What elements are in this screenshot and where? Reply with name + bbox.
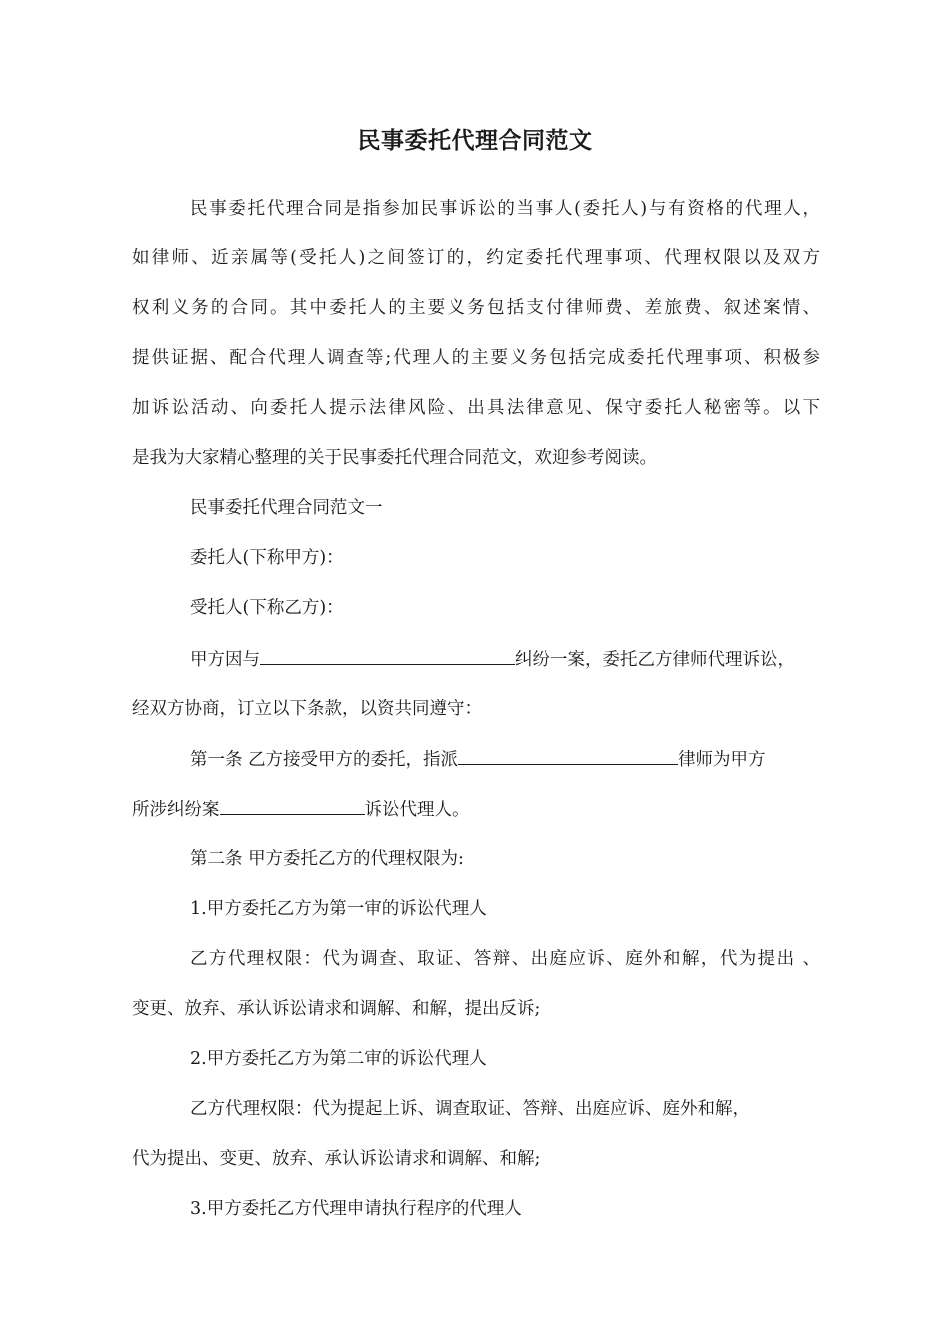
dispute-party-blank[interactable] — [260, 646, 515, 665]
party-a-label: 委托人(下称甲方)： — [190, 548, 344, 568]
item2-line-2: 代为提出、变更、放弃、承认诉讼请求和调解、和解; — [132, 1149, 541, 1169]
item1-heading: 1.甲方委托乙方为第一审的诉讼代理人 — [190, 899, 487, 919]
intro-line-1: 民事委托代理合同是指参加民事诉讼的当事人(委托人)与有资格的代理人， — [190, 199, 820, 219]
article2-heading: 第二条 甲方委托乙方的代理权限为: — [190, 849, 464, 869]
item1-line-2: 变更、放弃、承认诉讼请求和调解、和解，提出反诉; — [132, 999, 541, 1019]
intro-line-6: 是我为大家精心整理的关于民事委托代理合同范文，欢迎参考阅读。 — [132, 448, 657, 468]
article1-suffix: 律师为甲方 — [678, 750, 766, 770]
intro-line-3: 权利义务的合同。其中委托人的主要义务包括支付律师费、差旅费、叙述案情、 — [132, 298, 820, 318]
intro-line-5: 加诉讼活动、向委托人提示法律风险、出具法律意见、保守委托人秘密等。以下 — [132, 398, 820, 418]
article1-line-2 — [132, 796, 470, 823]
article1-line-1 — [190, 746, 766, 773]
section-heading: 民事委托代理合同范文一 — [190, 498, 383, 518]
article1-prefix: 第一条 乙方接受甲方的委托，指派 — [190, 750, 459, 770]
intro-line-4: 提供证据、配合代理人调查等;代理人的主要义务包括完成委托代理事项、积极参 — [132, 348, 820, 368]
lawyer-name-blank[interactable] — [458, 746, 678, 765]
party-b-label: 受托人(下称乙方)： — [190, 598, 344, 618]
case-name-blank[interactable] — [220, 796, 365, 815]
para1-line-1 — [190, 646, 795, 673]
article1-line2-prefix: 所涉纠纷案 — [132, 800, 220, 820]
item2-line-1: 乙方代理权限：代为提起上诉、调查取证、答辩、出庭应诉、庭外和解， — [190, 1099, 750, 1119]
item1-line-1: 乙方代理权限：代为调查、取证、答辩、出庭应诉、庭外和解，代为提出 、 — [190, 949, 820, 969]
document-title: 民事委托代理合同范文 — [357, 128, 593, 154]
item3-heading: 3.甲方委托乙方代理申请执行程序的代理人 — [190, 1199, 522, 1219]
para1-prefix: 甲方因与 — [190, 650, 260, 670]
para1-suffix: 纠纷一案，委托乙方律师代理诉讼， — [515, 650, 795, 670]
para1-line-2: 经双方协商，订立以下条款，以资共同遵守： — [132, 699, 482, 719]
item2-heading: 2.甲方委托乙方为第二审的诉讼代理人 — [190, 1049, 487, 1069]
article1-line2-suffix: 诉讼代理人。 — [364, 800, 470, 820]
intro-line-2: 如律师、近亲属等(受托人)之间签订的，约定委托代理事项、代理权限以及双方 — [132, 248, 820, 268]
